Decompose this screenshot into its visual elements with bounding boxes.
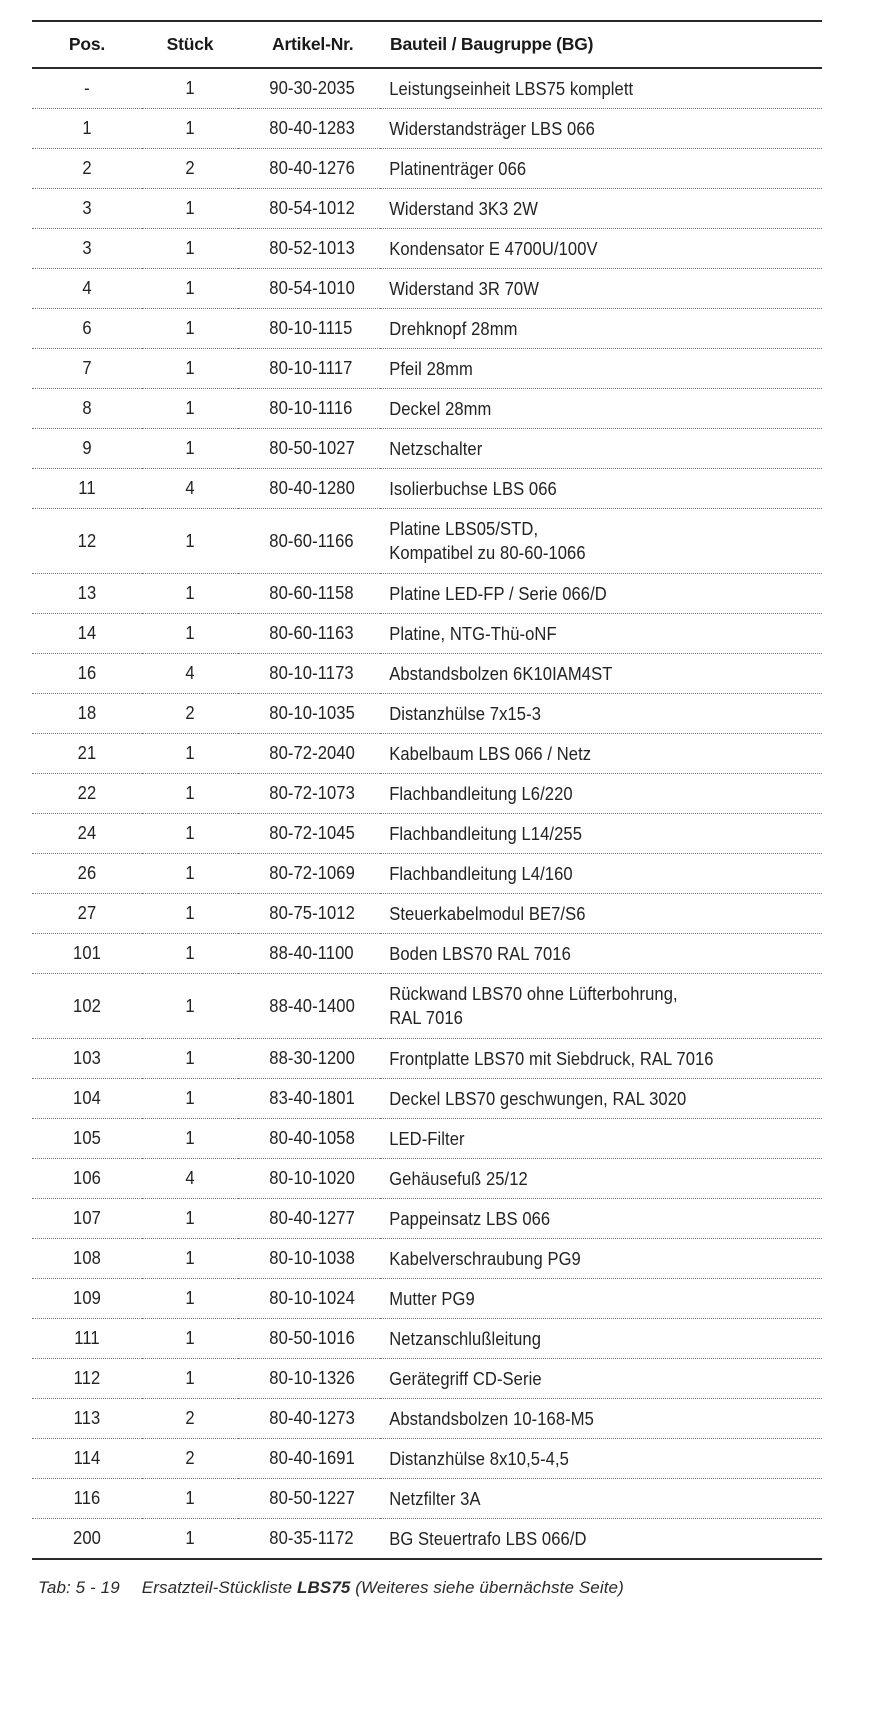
header-article: Artikel-Nr. (238, 21, 380, 68)
cell-qty: 1 (146, 509, 234, 574)
cell-qty: 1 (146, 349, 234, 389)
cell-pos: 26 (36, 854, 137, 894)
cell-article: 80-50-1016 (238, 1319, 369, 1359)
cell-qty: 1 (146, 1279, 234, 1319)
cell-pos: 104 (36, 1079, 137, 1119)
cell-description: Distanzhülse 8x10,5-4,5 (380, 1439, 787, 1479)
cell-pos: 7 (36, 349, 137, 389)
cell-article: 80-40-1283 (238, 109, 369, 149)
caption-model: LBS75 (297, 1578, 351, 1597)
cell-pos: 6 (36, 309, 137, 349)
header-qty: Stück (142, 21, 238, 68)
cell-qty: 1 (146, 1119, 234, 1159)
table-row (32, 1039, 822, 1079)
parts-list-page (32, 20, 822, 1598)
cell-qty: 4 (146, 1159, 234, 1199)
cell-description: LED-Filter (380, 1119, 787, 1159)
table-row (32, 509, 822, 574)
cell-description: Widerstand 3K3 2W (380, 189, 787, 229)
cell-pos: 106 (36, 1159, 137, 1199)
cell-article: 90-30-2035 (238, 68, 369, 109)
cell-article: 80-40-1058 (238, 1119, 369, 1159)
cell-qty: 1 (146, 429, 234, 469)
cell-pos: 103 (36, 1039, 137, 1079)
cell-pos: 27 (36, 894, 137, 934)
header-pos: Pos. (32, 21, 142, 68)
cell-pos: 3 (36, 189, 137, 229)
caption-text-after: (Weiteres siehe übernächste Seite) (350, 1578, 624, 1597)
table-row (32, 734, 822, 774)
cell-description: Kabelverschraubung PG9 (380, 1239, 787, 1279)
cell-qty: 1 (146, 1039, 234, 1079)
cell-article: 80-60-1163 (238, 614, 369, 654)
cell-article: 80-10-1020 (238, 1159, 369, 1199)
cell-qty: 4 (146, 654, 234, 694)
cell-qty: 1 (146, 574, 234, 614)
cell-qty: 1 (146, 934, 234, 974)
table-row (32, 814, 822, 854)
cell-qty: 4 (146, 469, 234, 509)
cell-article: 80-10-1117 (238, 349, 369, 389)
cell-qty: 1 (146, 389, 234, 429)
table-caption (38, 1578, 822, 1598)
cell-qty: 1 (146, 269, 234, 309)
cell-description: BG Steuertrafo LBS 066/D (389, 1528, 587, 1549)
cell-pos: 107 (36, 1199, 137, 1239)
cell-qty: 1 (146, 189, 234, 229)
table-row (32, 68, 822, 109)
cell-qty: 2 (146, 149, 234, 189)
table-row (32, 1239, 822, 1279)
cell-description: Frontplatte LBS70 mit Siebdruck, RAL 7016 (380, 1039, 787, 1079)
cell-article: 80-40-1276 (238, 149, 369, 189)
cell-pos: 4 (36, 269, 137, 309)
table-row (32, 934, 822, 974)
cell-qty: 1 (146, 1079, 234, 1119)
cell-article: 80-50-1227 (238, 1479, 369, 1519)
cell-pos: 11 (36, 469, 137, 509)
table-row (32, 894, 822, 934)
cell-article: 80-40-1277 (238, 1199, 369, 1239)
cell-description: Netzfilter 3A (380, 1479, 787, 1519)
cell-article: 80-72-1045 (238, 814, 369, 854)
cell-pos: 3 (36, 229, 137, 269)
cell-article: 88-40-1100 (238, 934, 369, 974)
cell-pos: 200 (73, 1528, 101, 1548)
cell-qty: 2 (146, 694, 234, 734)
cell-qty: 1 (146, 229, 234, 269)
table-row (32, 574, 822, 614)
cell-qty: 1 (146, 894, 234, 934)
cell-description: Netzanschlußleitung (380, 1319, 787, 1359)
table-row (32, 429, 822, 469)
table-row (32, 109, 822, 149)
cell-description: Platine, NTG-Thü-oNF (380, 614, 787, 654)
cell-article: 80-50-1027 (238, 429, 369, 469)
cell-description: Platine LBS05/STD, Kompatibel zu 80-60-1066 (380, 509, 787, 574)
cell-description: Flachbandleitung L4/160 (380, 854, 787, 894)
table-row (32, 229, 822, 269)
table-row (32, 1359, 822, 1399)
cell-qty: 1 (146, 614, 234, 654)
cell-description: Gehäusefuß 25/12 (380, 1159, 787, 1199)
cell-pos: 8 (36, 389, 137, 429)
cell-description: Deckel LBS70 geschwungen, RAL 3020 (380, 1079, 787, 1119)
cell-article: 80-10-1326 (238, 1359, 369, 1399)
cell-pos: 21 (36, 734, 137, 774)
cell-description: Deckel 28mm (380, 389, 787, 429)
table-row (32, 694, 822, 734)
table-row (32, 1319, 822, 1359)
cell-description: Abstandsbolzen 10-168-M5 (380, 1399, 787, 1439)
cell-pos: 2 (36, 149, 137, 189)
cell-pos: 14 (36, 614, 137, 654)
caption-label: Tab: 5 - 19 (38, 1578, 120, 1597)
cell-description: Kabelbaum LBS 066 / Netz (380, 734, 787, 774)
cell-pos: 12 (36, 509, 137, 574)
cell-article: 80-72-1069 (238, 854, 369, 894)
cell-description: Drehknopf 28mm (380, 309, 787, 349)
cell-pos: 111 (36, 1319, 137, 1359)
cell-pos: 114 (36, 1439, 137, 1479)
cell-description: Steuerkabelmodul BE7/S6 (380, 894, 787, 934)
cell-article: 80-10-1173 (238, 654, 369, 694)
table-row (32, 189, 822, 229)
table-row (32, 854, 822, 894)
cell-description: Gerätegriff CD-Serie (380, 1359, 787, 1399)
caption-text-before: Ersatzteil-Stückliste (141, 1578, 298, 1597)
table-row (32, 389, 822, 429)
cell-article: 80-40-1691 (238, 1439, 369, 1479)
cell-qty: 1 (146, 68, 234, 109)
cell-pos: 109 (36, 1279, 137, 1319)
cell-article: 80-10-1116 (238, 389, 369, 429)
table-row (32, 774, 822, 814)
table-row (32, 974, 822, 1039)
cell-article: 80-40-1273 (238, 1399, 369, 1439)
cell-description: Platinenträger 066 (380, 149, 787, 189)
cell-pos: 13 (36, 574, 137, 614)
cell-article: 88-40-1400 (238, 974, 369, 1039)
table-row (32, 1119, 822, 1159)
table-row (32, 269, 822, 309)
cell-article: 80-72-2040 (238, 734, 369, 774)
cell-article: 80-60-1166 (238, 509, 369, 574)
table-row (32, 1519, 822, 1560)
cell-qty: 1 (146, 774, 234, 814)
table-header (32, 21, 822, 68)
cell-qty: 1 (185, 1528, 195, 1548)
cell-description: Pfeil 28mm (380, 349, 787, 389)
cell-qty: 1 (146, 854, 234, 894)
cell-pos: 9 (36, 429, 137, 469)
table-row (32, 1079, 822, 1119)
cell-article: 80-75-1012 (238, 894, 369, 934)
header-description: Bauteil / Baugruppe (BG) (380, 21, 822, 68)
table-row (32, 1199, 822, 1239)
cell-article: 80-72-1073 (238, 774, 369, 814)
table-row (32, 1479, 822, 1519)
table-row (32, 309, 822, 349)
cell-description: Kondensator E 4700U/100V (380, 229, 787, 269)
table-row (32, 654, 822, 694)
cell-description: Distanzhülse 7x15-3 (380, 694, 787, 734)
cell-qty: 1 (146, 734, 234, 774)
cell-pos: 1 (36, 109, 137, 149)
cell-article: 80-54-1010 (238, 269, 369, 309)
cell-pos: 18 (36, 694, 137, 734)
cell-qty: 1 (146, 1359, 234, 1399)
cell-pos: 113 (36, 1399, 137, 1439)
cell-description: Leistungseinheit LBS75 komplett (380, 68, 787, 109)
cell-pos: 22 (36, 774, 137, 814)
cell-description: Flachbandleitung L6/220 (380, 774, 787, 814)
cell-article: 88-30-1200 (238, 1039, 369, 1079)
cell-description: Pappeinsatz LBS 066 (380, 1199, 787, 1239)
cell-qty: 1 (146, 309, 234, 349)
cell-qty: 1 (146, 1239, 234, 1279)
cell-qty: 1 (146, 109, 234, 149)
table-row (32, 1439, 822, 1479)
cell-qty: 2 (146, 1439, 234, 1479)
cell-pos: 102 (36, 974, 137, 1039)
cell-description: Widerstand 3R 70W (380, 269, 787, 309)
cell-description: Netzschalter (380, 429, 787, 469)
table-row (32, 1399, 822, 1439)
cell-qty: 1 (146, 814, 234, 854)
cell-article: 80-35-1172 (269, 1528, 354, 1548)
header-row (32, 21, 822, 68)
cell-description: Platine LED-FP / Serie 066/D (380, 574, 787, 614)
cell-description: Flachbandleitung L14/255 (380, 814, 787, 854)
cell-qty: 1 (146, 1199, 234, 1239)
cell-article: 80-54-1012 (238, 189, 369, 229)
cell-article: 80-10-1038 (238, 1239, 369, 1279)
cell-pos: 108 (36, 1239, 137, 1279)
cell-description: Mutter PG9 (380, 1279, 787, 1319)
table-row (32, 1279, 822, 1319)
cell-description: Boden LBS70 RAL 7016 (380, 934, 787, 974)
table-row (32, 469, 822, 509)
cell-pos: 112 (36, 1359, 137, 1399)
table-row (32, 349, 822, 389)
cell-article: 80-10-1115 (238, 309, 369, 349)
cell-description: Widerstandsträger LBS 066 (380, 109, 787, 149)
cell-qty: 2 (146, 1399, 234, 1439)
cell-qty: 1 (146, 974, 234, 1039)
cell-article: 80-10-1035 (238, 694, 369, 734)
parts-table (32, 20, 822, 1560)
cell-qty: 1 (146, 1479, 234, 1519)
cell-article: 80-40-1280 (238, 469, 369, 509)
cell-pos: 24 (36, 814, 137, 854)
cell-article: 83-40-1801 (238, 1079, 369, 1119)
table-row (32, 1159, 822, 1199)
cell-pos: 116 (36, 1479, 137, 1519)
cell-description: Isolierbuchse LBS 066 (380, 469, 787, 509)
cell-pos: 101 (36, 934, 137, 974)
table-row (32, 149, 822, 189)
cell-pos: 105 (36, 1119, 137, 1159)
cell-article: 80-10-1024 (238, 1279, 369, 1319)
cell-article: 80-52-1013 (238, 229, 369, 269)
table-row (32, 614, 822, 654)
cell-article: 80-60-1158 (238, 574, 369, 614)
cell-description: Abstandsbolzen 6K10IAM4ST (380, 654, 787, 694)
table-body (32, 68, 822, 1559)
cell-pos: 16 (36, 654, 137, 694)
cell-qty: 1 (146, 1319, 234, 1359)
cell-pos: - (36, 68, 137, 109)
cell-description: Rückwand LBS70 ohne Lüfterbohrung, RAL 7016 (380, 974, 787, 1039)
